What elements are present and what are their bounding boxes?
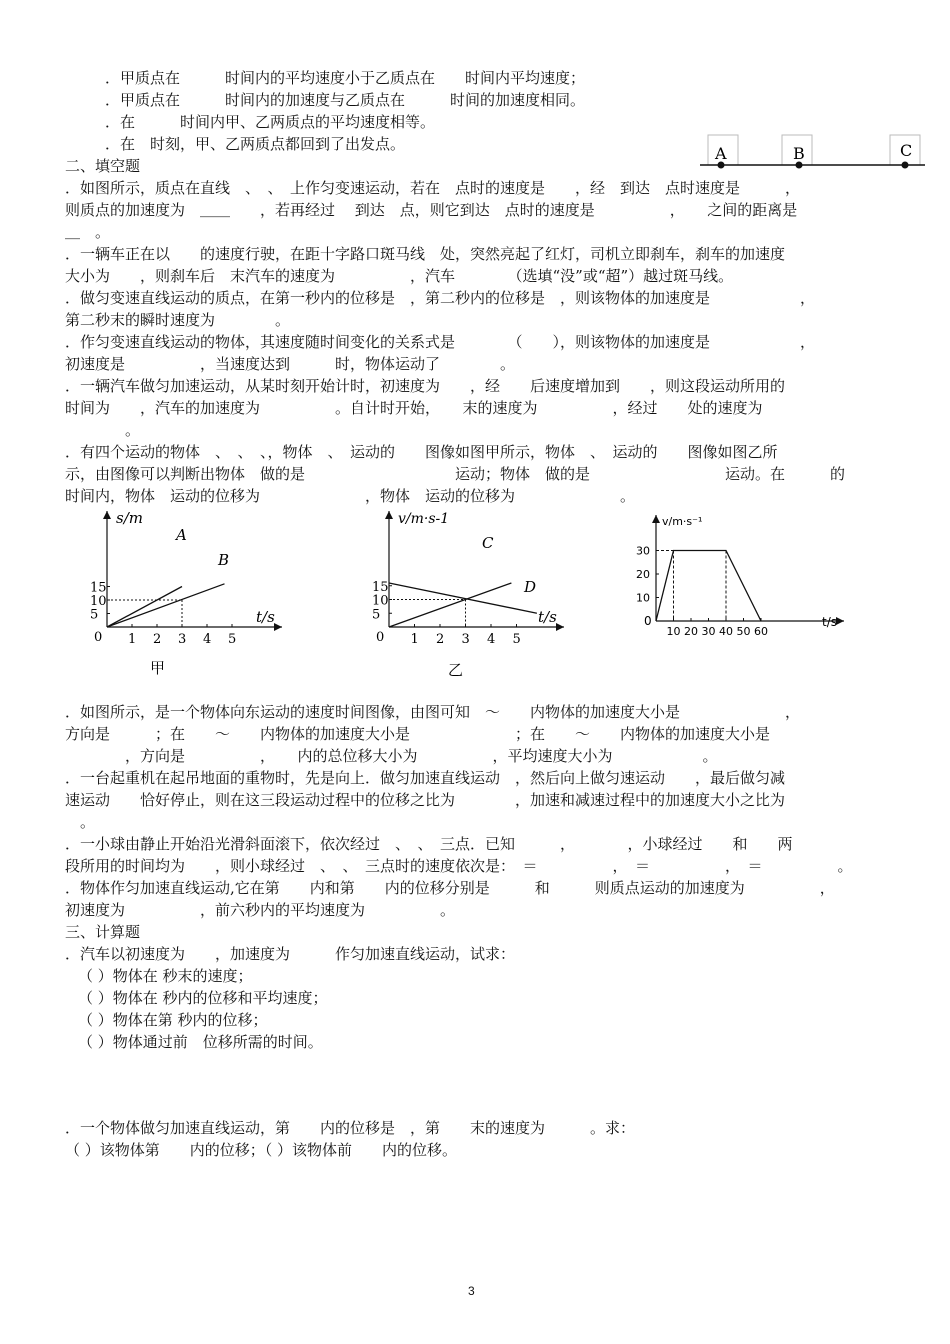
x-tick-label: 3 [461,632,470,647]
text-line: 大小为 ，则刹车后 末汽车的速度为 ，汽车 （选填“没”或“超”）越过斑马线。 [65,267,734,285]
text-line: 。 [65,813,96,831]
text-line: 则质点的加速度为 ＿＿ ，若再经过 到达 点，则它到达 点时的速度是 ， 之间的距离是 [65,201,798,219]
series-line-d [389,583,537,613]
text-line: ．物体作匀加速直线运动,它在第 内和第 内的位移分别是 和 则质点运动的加速度为 ， [65,879,835,897]
text-line: ．如图所示，是一个物体向东运动的速度时间图像，由图可知 ～ 内物体的加速度大小是 ， [65,703,801,721]
series-label-b: B [218,551,230,569]
x-axis-label: t/s [822,615,837,629]
x-tick-label: 5 [512,632,521,647]
text-line: （ ）物体通过前 位移所需的时间。 [78,1033,323,1051]
x-tick-label: 5 [228,632,237,647]
series-label-c: C [482,534,494,552]
x-tick-label: 3 [178,632,187,647]
point-c [902,162,909,169]
series-line-b [107,584,225,627]
x-tick-label: 10 [666,625,681,638]
y-axis-label: v/m·s-1 [398,511,450,527]
text-line: ．一辆车正在以 的速度行驶，在距十字路口斑马线 处，突然亮起了红灯，司机立即刹车，刹车的加速度 [65,245,786,263]
text-line: （ ）物体在第 秒内的位移； [78,1011,268,1029]
x-tick-label: 1 [128,632,137,647]
text-line: ．甲质点在 时间内的加速度与乙质点在 时间的加速度相同。 [105,91,586,109]
x-tick-label: 4 [487,632,496,647]
text-line: ．甲质点在 时间内的平均速度小于乙质点在 时间内平均速度； [105,69,586,87]
text-line: 时间内，物体 运动的位移为 ，物体 运动的位移为 。 [65,487,636,505]
text-line: ．在 时刻，甲、乙两质点都回到了出发点。 [105,135,406,153]
x-tick-label: 60 [754,625,768,638]
text-line: ．汽车以初速度为 ，加速度为 作匀加速直线运动，试求： [65,945,516,963]
text-line: （ ）物体在 秒末的速度； [78,967,253,985]
series-label-a: A [176,526,187,544]
text-line: ，方向是 ， 内的总位移大小为 ，平均速度大小为 。 [65,747,718,765]
series-line-a [107,587,182,628]
text-line: ＿ 。 [65,223,111,241]
x-axis-label: t/s [256,608,275,626]
y-tick-label: 10 [90,594,107,609]
text-line: ．一小球由静止开始沿光滑斜面滚下，依次经过 、 、 三点．已知 ， ，小球经过 和 两 [65,835,793,853]
y-tick-label: 30 [636,544,650,558]
text-line: 。 [65,421,141,439]
line-abc-diagram [700,132,925,177]
origin-label: 0 [376,630,385,645]
graph-jia [88,505,288,685]
text-line: 时间为 ，汽车的加速度为 。自计时开始， 末的速度为 ，经过 处的速度为 [65,399,763,417]
text-line: ．有四个运动的物体 、 、 、，物体 、 运动的 图像如图甲所示，物体 、 运动的 图像如图乙所 [65,443,778,461]
origin-label: 0 [94,630,103,645]
x-tick-label: 2 [436,632,445,647]
x-tick-label: 20 [684,625,698,638]
label-c: C [900,141,913,160]
text-line: 三、计算题 [65,923,141,941]
text-line: ．做匀变速直线运动的质点，在第一秒内的位移是 ，第二秒内的位移是 ，则该物体的加速度是 ， [65,289,816,307]
caption-jia: 甲 [150,659,166,677]
x-tick-label: 30 [701,625,716,638]
y-tick-label: 15 [90,580,107,596]
y-tick-label: 10 [636,591,650,605]
label-b: B [793,144,805,163]
caption-yi: 乙 [448,661,464,679]
series-label-d: D [524,578,537,596]
y-axis-label: s/m [116,509,143,527]
text-line: ．如图所示，质点在直线 、 、 上作匀变速运动，若在 点时的速度是 ，经 到达 点时速度是 ， [65,179,801,197]
x-tick-label: 4 [203,632,212,647]
text-line: 方向是 ；在 ～ 内物体的加速度大小是 ；在 ～ 内物体的加速度大小是 [65,725,771,743]
y-axis-label: v/m·s⁻¹ [662,515,703,528]
text-line: （ ）该物体第 内的位移；（ ）该物体前 内的位移。 [65,1141,458,1159]
x-tick-label: 1 [410,632,419,647]
text-line: ．一辆汽车做匀加速运动，从某时刻开始计时，初速度为 ，经 后速度增加到 ，则这段运动所用的 [65,377,786,395]
text-line: ．作匀变速直线运动的物体，其速度随时间变化的关系式是 （ ），则该物体的加速度是 ， [65,333,816,351]
y-tick-label: 10 [372,593,389,609]
text-line: 速运动 恰好停止，则在这三段运动过程中的位移之比为 ，加速和减速过程中的加速度大小之比为 [65,791,786,809]
page-number: 3 [468,1284,475,1298]
x-axis-label: t/s [538,608,557,626]
y-tick-label: 5 [90,607,99,623]
text-line: ．一台起重机在起吊地面的重物时，先是向上．做匀加速直线运动 ，然后向上做匀速运动 ，最后做匀减 [65,769,786,787]
text-line: 二、填空题 [65,157,141,175]
text-line: （ ）物体在 秒内的位移和平均速度； [78,989,328,1007]
text-line: 段所用的时间均为 ，则小球经过 、 、 三点时的速度依次是： ＝ ， ＝ ， ＝ 。 [65,857,853,875]
x-tick-label: 40 [719,625,733,638]
series-line-c [389,583,511,627]
graph-yi [368,505,568,685]
text-line: 初速度为 ，前六秒内的平均速度为 。 [65,901,456,919]
velocity-line [656,551,761,622]
text-line: 示，由图像可以判断出物体 做的是 运动；物体 做的是 运动。在 的 [65,465,846,483]
x-tick-label: 2 [153,632,162,647]
text-line: 初速度是 ，当速度达到 时，物体运动了 。 [65,355,516,373]
y-tick-label: 15 [372,579,389,595]
y-tick-label: 5 [372,607,381,623]
text-line: 第二秒末的瞬时速度为 。 [65,311,291,329]
origin-label: 0 [644,614,652,628]
x-tick-label: 50 [736,625,751,638]
graph-vt [630,505,860,645]
text-line: ．一个物体做匀加速直线运动，第 内的位移是 ，第 末的速度为 。求： [65,1119,636,1137]
y-tick-label: 20 [636,568,650,581]
text-line: ．在 时间内甲、乙两质点的平均速度相等。 [105,113,436,131]
label-a: A [715,144,727,163]
